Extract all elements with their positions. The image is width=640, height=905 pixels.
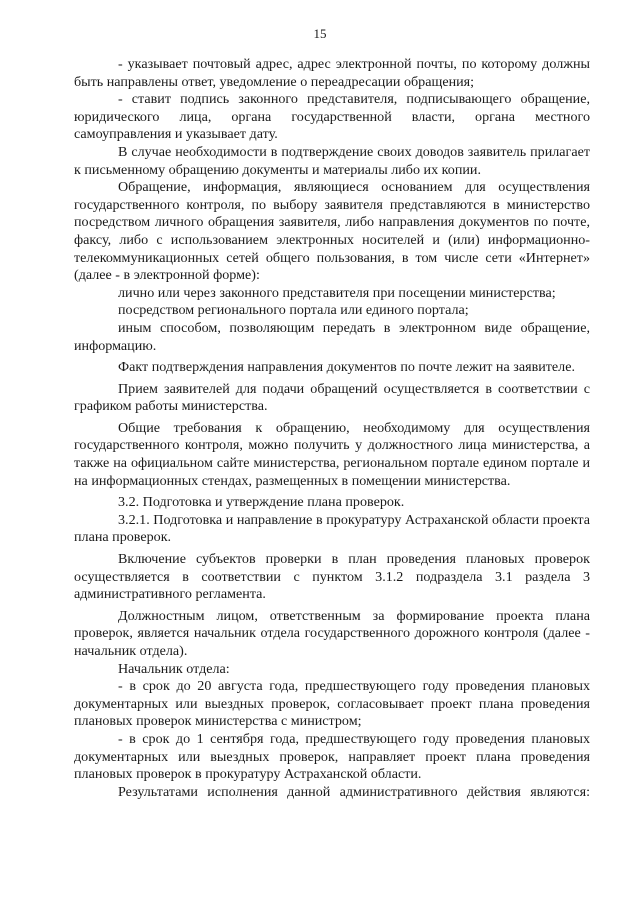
page-number: 15 (313, 26, 327, 41)
paragraph-postal-proof: Факт подтверждения направления документов по почте лежит на заявителе. (118, 359, 575, 376)
paragraph-signature: - ставит подпись законного представителя, подписывающего обращение, юридического лица, органа государственной власти, органа местного самоуправления и указывает дату. (74, 91, 590, 143)
section-heading-3-2: 3.2. Подготовка и утверждение плана проверок. (118, 494, 405, 511)
list-item-september-deadline: - в срок до 1 сентября года, предшествующего году проведения плановых документарных или выездных проверок, направляет проект плана проведения плановых проверок в прокуратуру Астраханской области. (74, 730, 590, 783)
paragraph-inclusion-in-plan: Включение субъектов проверки в план проведения плановых проверок осуществляется в соответствии с пунктом 3.1.2 подраздела 3.1 раздела 3 административного регламента. (74, 551, 590, 603)
list-item-august-deadline: - в срок до 20 августа года, предшествующего году проведения плановых документарных или выездных проверок, согласовывает проект плана проведения плановых проверок министерства с министром; (74, 678, 590, 730)
section-heading-3-2-1: 3.2.1. Подготовка и направление в прокуратуру Астраханской области проекта плана проверок. (74, 511, 590, 546)
list-item-portal: посредством регионального портала или единого портала; (118, 302, 469, 319)
paragraph-attachments: В случае необходимости в подтверждение своих доводов заявитель прилагает к письменному обращению документы и материалы либо их копии. (74, 143, 590, 178)
paragraph-responsible-official: Должностным лицом, ответственным за формирование проекта плана проверок, является начальник отдела государственного дорожного контроля (далее - начальник отдела). (74, 607, 590, 659)
paragraph-submission-methods: Обращение, информация, являющиеся основанием для осуществления государственного контроля, по выбору заявителя представляются в министерство посредством личного обращения заявителя, либо направления документов по почте, факсу, либо с использованием электронных носителей и (или) информационно-телекоммуникационных сетей общего пользования, в том числе сети «Интернет» (далее - в электронной форме): (74, 179, 590, 284)
paragraph-postal-address: - указывает почтовый адрес, адрес электронной почты, по которому должны быть направлены ответ, уведомление о переадресации обращения; (74, 56, 590, 90)
paragraph-general-requirements: Общие требования к обращению, необходимому для осуществления государственного контроля, можно получить у должностного лица министерства, а также на официальном сайте министерства, региональном портале едином портале и на информационных стендах, размещенных в помещении министерства. (74, 419, 590, 489)
document-body (74, 56, 590, 801)
paragraph-reception-schedule: Прием заявителей для подачи обращений осуществляется в соответствии с графиком работы министерства. (74, 380, 590, 415)
paragraph-results: Результатами исполнения данной административного действия являются: (118, 783, 590, 800)
list-item-other-electronic: иным способом, позволяющим передать в электронном виде обращение, информацию. (74, 319, 590, 354)
paragraph-department-head: Начальник отдела: (118, 660, 230, 677)
list-item-in-person: лично или через законного представителя при посещении министерства; (118, 284, 556, 301)
